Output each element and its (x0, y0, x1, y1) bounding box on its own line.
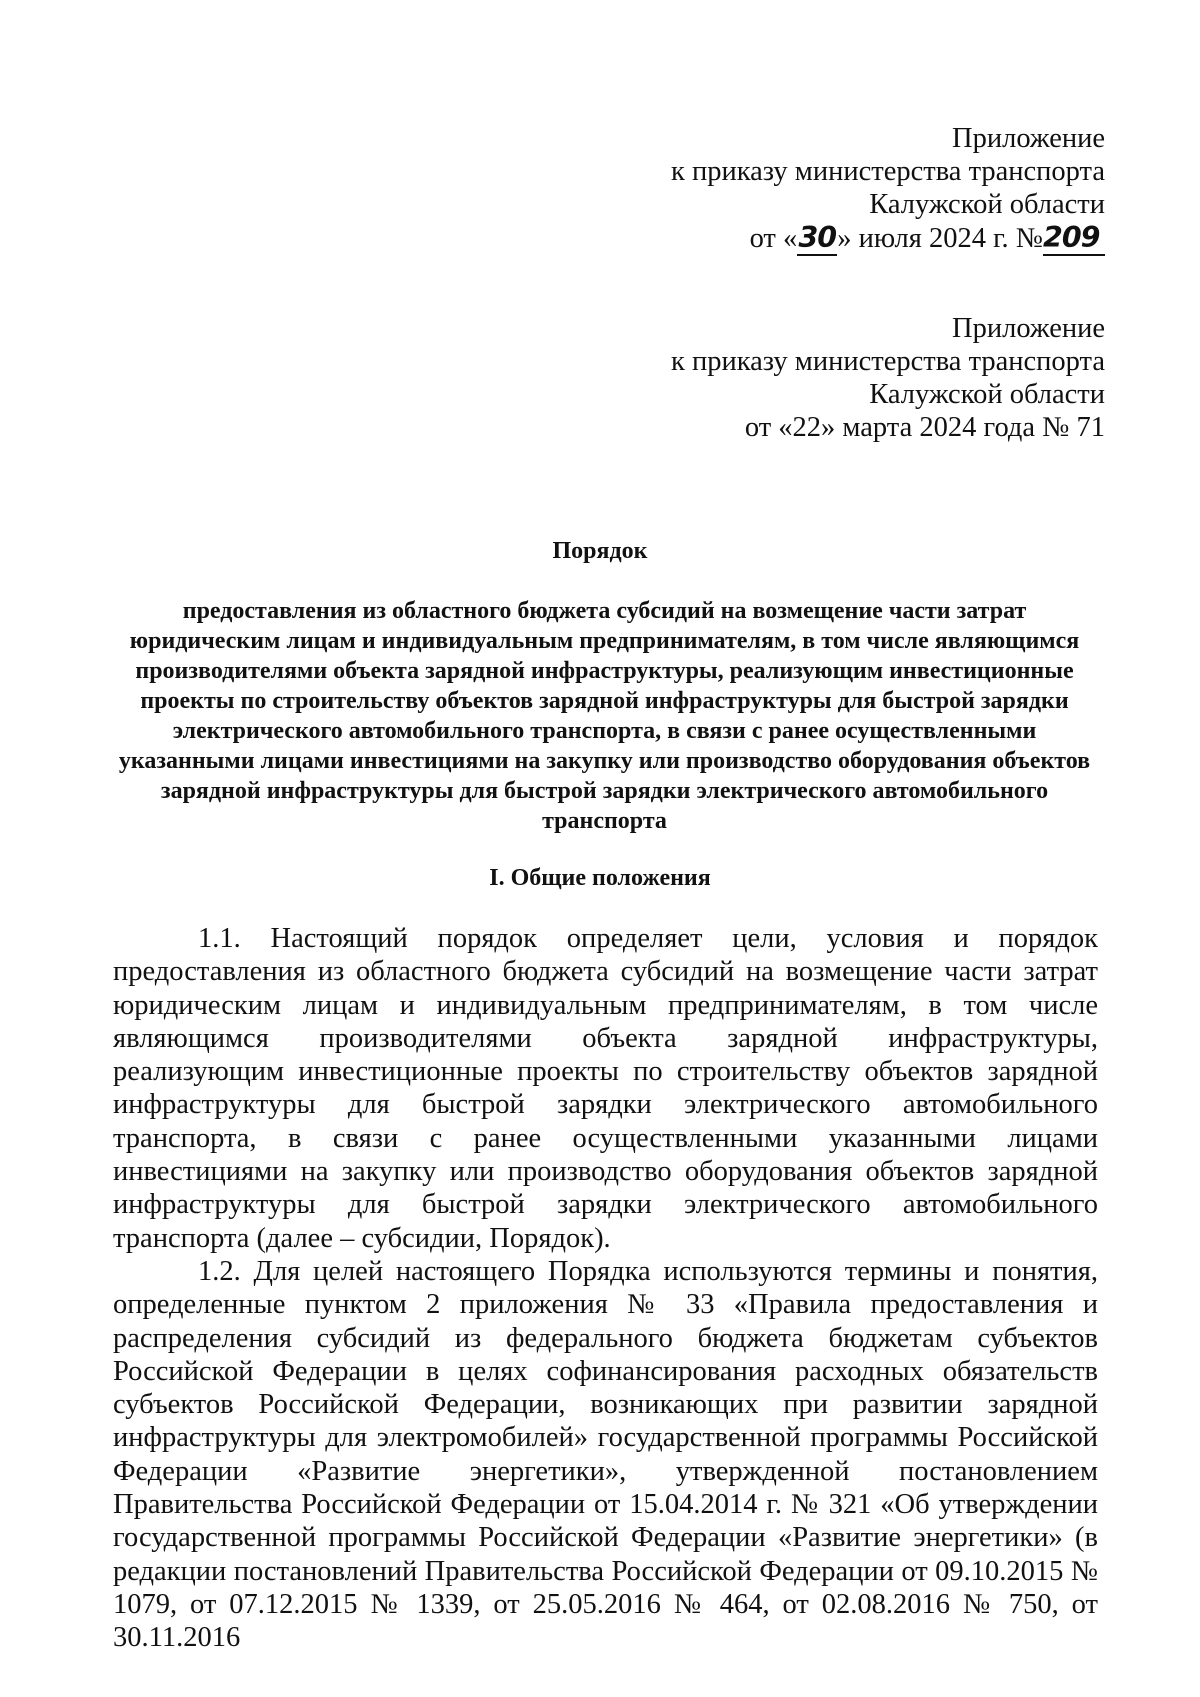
appendix-date-line: от «22» марта 2024 года № 71 (744, 412, 1105, 443)
appendix-region: Калужской области (869, 189, 1105, 220)
body-text (113, 922, 1098, 1655)
appendix-date-line (545, 221, 1105, 256)
appendix-header-current (545, 122, 1105, 256)
paragraph-1-1: 1.1. Настоящий порядок определяет цели, условия и порядок предоставления из областного бюджета субсидий на возмещение части затрат юридическим лицам и индивидуальным предпринимателям, в том числе являющимся производителями объекта зарядной инфраструктуры, реализующим инвестиционные проекты по строительству объектов зарядной инфраструктуры для быстрой зарядки электрического автомобильного транспорта, в связи с ранее осуществленными указанными лицами инвестициями на закупку или производство оборудования объектов зарядной инфраструктуры для быстрой зарядки электрического автомобильного транспорта (далее – субсидии, Порядок). (113, 923, 1098, 1254)
handwritten-day: 30 (798, 221, 837, 254)
appendix-order-ref: к приказу министерства транспорта (670, 346, 1105, 377)
document-title: Порядок (552, 538, 648, 564)
date-prefix: от « (749, 223, 798, 254)
appendix-header-original (545, 312, 1105, 444)
date-middle: » июля 2024 г. № (837, 223, 1043, 254)
appendix-label: Приложение (952, 123, 1105, 154)
document-subtitle: предоставления из областного бюджета субсидий на возмещение части затрат юридическим лицам и индивидуальным предпринимателям, в том числе являющимся производителями объекта зарядной инфраструктуры, реализующим инвестиционные проекты по строительству объектов зарядной инфраструктуры для быстрой зарядки электрического автомобильного транспорта, в связи с ранее осуществленными указанными лицами инвестициями на закупку или производство оборудования объектов зарядной инфраструктуры для быстрой зарядки электрического автомобильного транспорта (118, 598, 1091, 834)
appendix-order-ref: к приказу министерства транспорта (670, 156, 1105, 187)
handwritten-doc-number: 209 (1043, 221, 1105, 256)
appendix-region: Калужской области (869, 379, 1105, 410)
paragraph-1-2: 1.2. Для целей настоящего Порядка используются термины и понятия, определенные пунктом 2 приложения № 33 «Правила предоставления и распределения субсидий из федерального бюджета бюджетам субъектов Российской Федерации в целях софинансирования расходных обязательств субъектов Российской Федерации, возникающих при развитии зарядной инфраструктуры для электромобилей» государственной программы Российской Федерации «Развитие энергетики», утвержденной постановлением Правительства Российской Федерации от 15.04.2014 г. № 321 «Об утверждении государственной программы Российской Федерации «Развитие энергетики» (в редакции постановлений Правительства Российской Федерации от 09.10.2015 № 1079, от 07.12.2015 № 1339, от 25.05.2016 № 464, от 02.08.2016 № 750, от 30.11.2016 (113, 1255, 1098, 1654)
section-heading: I. Общие положения (489, 865, 711, 891)
appendix-label: Приложение (952, 313, 1105, 344)
